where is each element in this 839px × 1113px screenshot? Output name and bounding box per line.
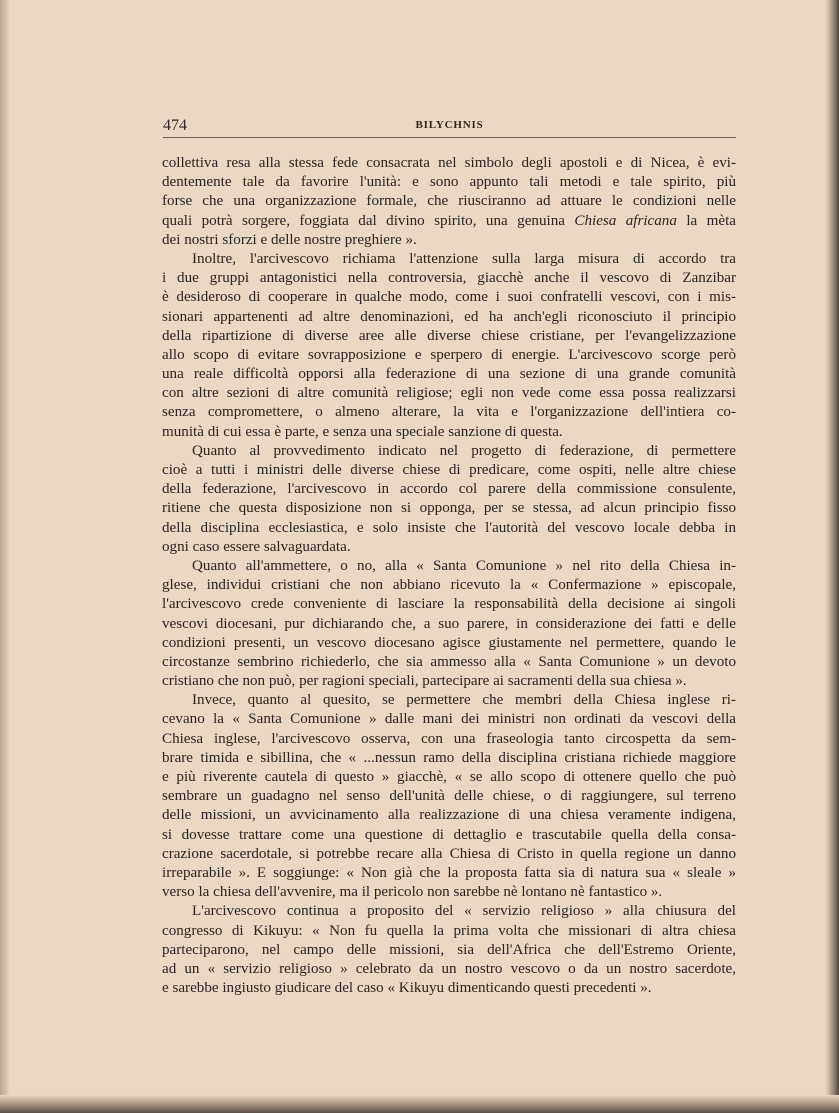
text-line-tail: la mèta	[676, 212, 736, 229]
text-line	[162, 308, 736, 327]
text-line-content: sionari appartenenti ad altre denominazioni, ed ha anch'egli riconosciuto il principio	[162, 308, 736, 325]
text-line-content: dentemente tale da favorire l'unità: e sono appunto tali metodi e tale spirito, più	[162, 174, 736, 191]
text-line	[162, 960, 736, 979]
text-line-content: l'arcivescovo crede conveniente di lasciare la responsabilità della decisione ai singoli	[162, 596, 736, 613]
text-line-content: L'arcivescovo continua a proposito del « servizio religioso » alla chiusura del	[192, 903, 736, 920]
text-line	[162, 480, 736, 499]
text-line	[162, 806, 736, 825]
text-line	[162, 883, 736, 902]
text-line	[162, 499, 736, 518]
text-line-content: crazione sacerdotale, si potrebbe recare alla Chiesa di Cristo in quella regione un danno	[162, 845, 736, 862]
text-line-content: allo scopo di evitare sovrapposizione e sperpero di energie. L'arcivescovo scorge però	[162, 346, 736, 363]
text-line-content: Chiesa inglese, l'arcivescovo osserva, con una fraseologia tanto circospetta da sem-	[162, 730, 736, 747]
text-line	[162, 845, 736, 864]
text-line-content: una reale difficoltà opporsi alla federazione di una sezione di una grande comunità	[162, 366, 736, 383]
text-line-content: congresso di Kikuyu: « Non fu quella la prima volta che missionari di altra chiesa	[162, 922, 736, 939]
text-line	[162, 922, 736, 941]
page-edge-right	[825, 0, 839, 1113]
text-line-content: della federazione, l'arcivescovo in accordo col parere della commissione consulente,	[162, 481, 736, 498]
text-line-content: vescovi diocesani, pur dichiarando che, a suo parere, in considerazione dei fatti e delle	[162, 615, 736, 632]
text-line-content: cristiano che non può, per ragioni speciali, partecipare ai sacramenti della sua chiesa ».	[162, 673, 687, 690]
text-line	[162, 634, 736, 653]
italic-phrase: Chiesa africana	[574, 212, 677, 229]
text-line	[162, 250, 736, 269]
text-line	[162, 231, 736, 250]
text-line	[162, 173, 736, 192]
text-line	[162, 212, 736, 231]
text-line	[162, 403, 736, 422]
text-line-content: ritiene che questa disposizione non si opponga, per se stessa, ad alcun principio fisso	[162, 500, 736, 517]
text-line-content: cevano la « Santa Comunione » dalle mani dei ministri non ordinati da vescovi della	[162, 711, 736, 728]
text-line	[162, 269, 736, 288]
text-line	[162, 749, 736, 768]
text-line-content: e sarebbe ingiusto giudicare del caso « Kikuyu dimenticando questi precedenti ».	[162, 980, 652, 997]
text-line	[162, 691, 736, 710]
text-line	[162, 864, 736, 883]
text-line-content: circostanze sembrino richiederlo, che sia ammesso alla « Santa Comunione » un devoto	[162, 653, 736, 670]
text-line-content: cioè a tutti i ministri delle diverse chiese di predicare, come ospiti, nelle altre chiese	[162, 462, 736, 478]
text-line	[162, 595, 736, 614]
text-line	[162, 442, 736, 461]
text-line	[162, 423, 736, 442]
body-text	[162, 154, 736, 998]
text-line-content: forse che una organizzazione formale, che riusciranno ad attuare le condizioni nelle	[162, 193, 736, 210]
text-line-content: i due gruppi antagonistici nella controversia, giacchè anche il vescovo di Zanzibar	[162, 270, 736, 287]
text-line	[162, 615, 736, 634]
page-bottom-edge	[0, 1095, 839, 1113]
text-line-content: dei nostri sforzi e delle nostre preghiere ».	[162, 231, 417, 248]
text-line-content: delle missioni, un avvicinamento alla realizzazione di una chiesa veramente indigena,	[162, 807, 736, 824]
text-line	[162, 653, 736, 672]
text-line	[162, 154, 736, 173]
text-line-content: irreparabile ». E soggiunge: « Non già che la proposta fatta sia di natura sua « sleale »	[162, 864, 736, 881]
text-line	[162, 768, 736, 787]
text-line-content: glese, individui cristiani che non abbiano ricevuto la « Confermazione » episcopale,	[162, 577, 736, 594]
text-line-content: della disciplina ecclesiastica, e solo insiste che l'autorità del vescovo locale debba in	[162, 519, 736, 536]
text-line	[162, 730, 736, 749]
page-number: 474	[163, 117, 187, 134]
text-line-content: munità di cui essa è parte, e senza una speciale sanzione di questa.	[162, 423, 563, 440]
text-line	[162, 192, 736, 211]
text-line	[162, 557, 736, 576]
text-line	[162, 902, 736, 921]
text-line	[162, 979, 736, 998]
text-line	[162, 538, 736, 557]
text-line-content: con altre sezioni di altre comunità religiose; egli non vede come essa possa realizzarsi	[162, 385, 736, 402]
text-line-content: ogni caso essere salvaguardata.	[162, 538, 351, 555]
text-line	[162, 519, 736, 538]
text-line-content: e più riverente cautela di questo » giacchè, « se allo scopo di ottenere quello che può	[162, 769, 736, 785]
text-line	[162, 672, 736, 691]
text-line-content: Inoltre, l'arcivescovo richiama l'attenzione sulla larga misura di accordo tra	[192, 250, 736, 267]
text-line-content: ad un « servizio religioso » celebrato da un nostro vescovo o da un nostro sacerdote,	[162, 960, 736, 977]
text-line-content: sembrare un guadagno nel senso dell'unità delle chiese, o di raggiungere, sul terreno	[162, 788, 736, 805]
text-line-content: verso la chiesa dell'avvenire, ma il pericolo non sarebbe nè lontano nè fantastico ».	[162, 884, 663, 901]
text-line	[162, 384, 736, 403]
text-line-content: Invece, quanto al quesito, se permettere che membri della Chiesa inglese ri-	[192, 692, 736, 709]
text-line-content: collettiva resa alla stessa fede consacrata nel simbolo degli apostoli e di Nicea, è evi-	[162, 155, 736, 171]
text-line	[162, 288, 736, 307]
text-line	[162, 327, 736, 346]
text-line-content: senza compromettere, o almeno alterare, la vita e l'organizzazione dell'intiera co-	[162, 404, 736, 421]
text-line	[162, 826, 736, 845]
text-line	[162, 941, 736, 960]
text-line	[162, 346, 736, 365]
text-line-content: Quanto al provvedimento indicato nel progetto di federazione, di permettere	[192, 442, 736, 459]
text-line-content: quali potrà sorgere, foggiata dal divino spirito, una genuina	[162, 212, 565, 229]
text-line	[162, 710, 736, 729]
text-line	[162, 787, 736, 806]
page-edge-left	[0, 0, 10, 1113]
text-line-content: condizioni presenti, un vescovo diocesano agisce giustamente nel permettere, quando le	[162, 634, 736, 651]
text-line-content: Quanto all'ammettere, o no, alla « Santa Comunione » nel rito della Chiesa in-	[192, 557, 736, 574]
text-line-content: brare timida e sibillina, che « ...nessun ramo della disciplina cristiana richiede maggiore	[162, 749, 736, 766]
text-line	[162, 365, 736, 384]
running-title: BILYCHNIS	[415, 119, 484, 131]
text-line-content: della ripartizione di diverse aree alle diverse chiese cristiane, per l'evangelizzazione	[162, 327, 736, 344]
text-line-content: parteciparono, nel campo delle missioni, sia dell'Africa che dell'Estremo Oriente,	[162, 941, 736, 958]
text-line	[162, 576, 736, 595]
page-header	[163, 115, 736, 138]
text-line-content: si dovesse trattare come una questione di dettaglio e trascutabile quella della consa-	[162, 826, 736, 843]
text-line-content: è desideroso di cooperare in qualche modo, come i suoi confratelli vescovi, con i mis-	[162, 289, 736, 306]
text-line	[162, 461, 736, 480]
